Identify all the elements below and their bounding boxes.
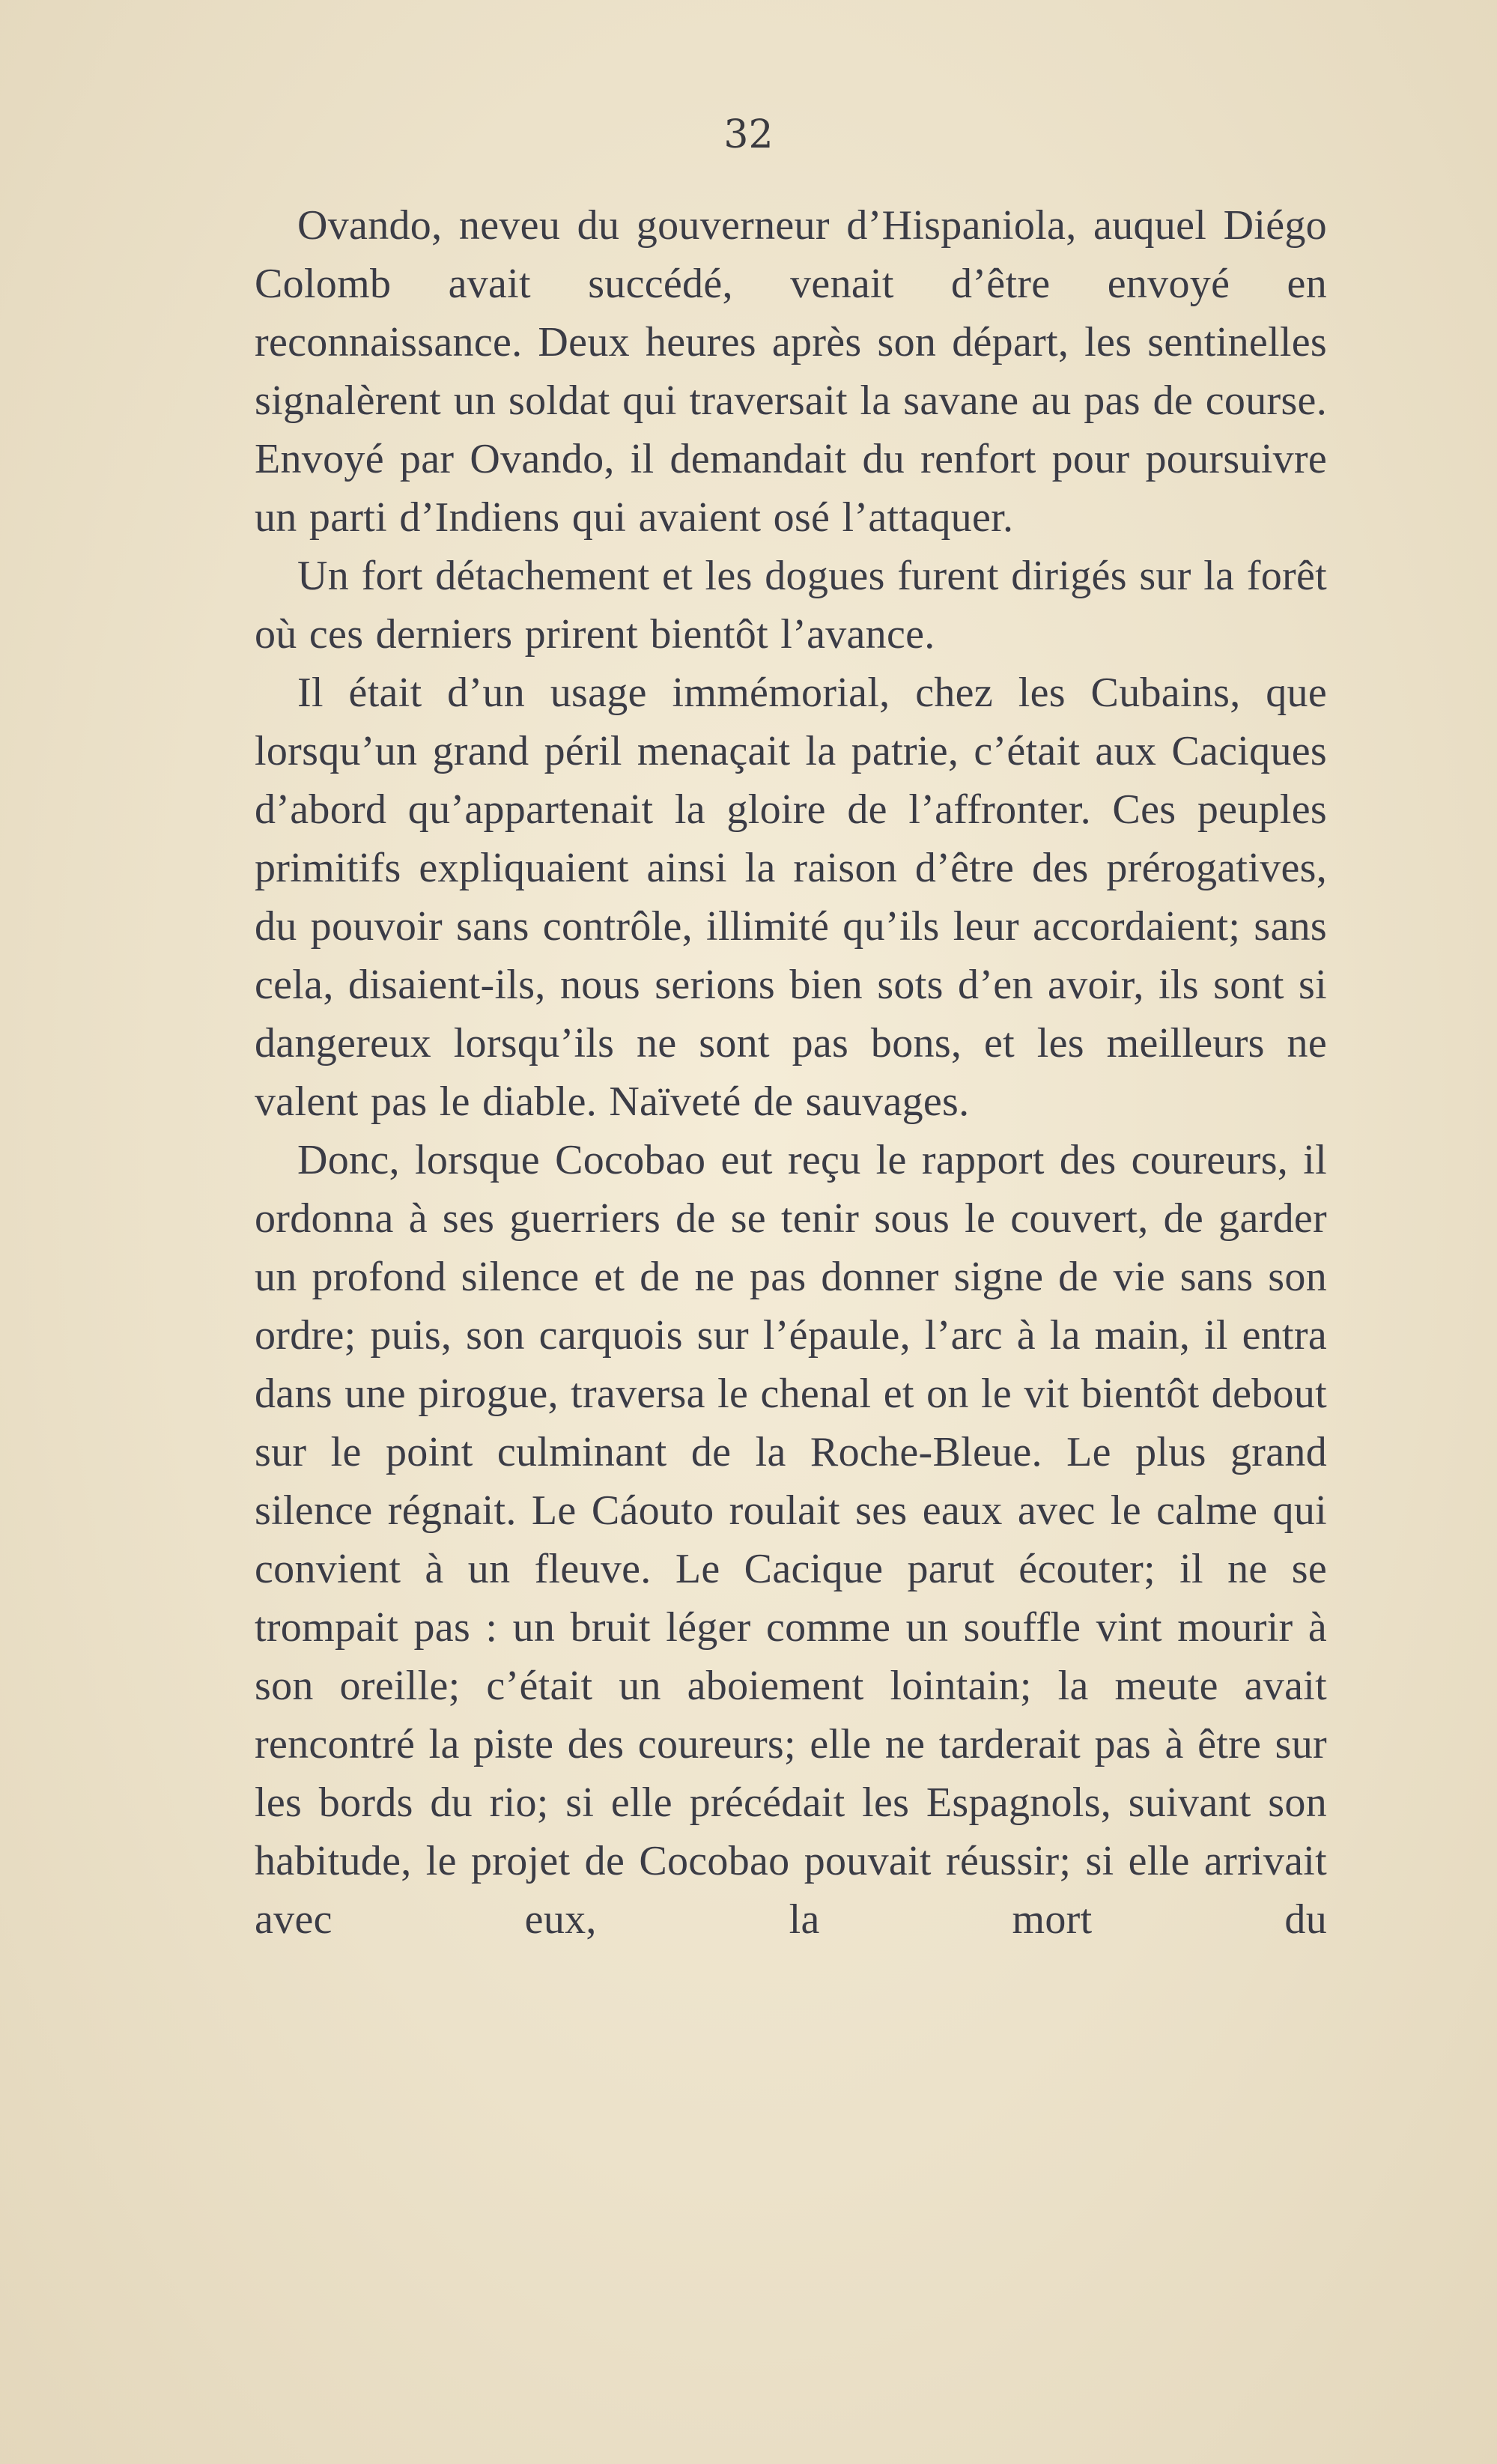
page-number: 32 <box>723 112 774 157</box>
paragraph-ovando-reconnaissance: Ovando, neveu du gouverneur d’Hispaniola, auquel Diégo Colomb avait succédé, venait d’être envoyé en reconnaissance. Deux heures après son départ, les sentinelles signalèrent un soldat qui traversait la savane au pas de course. Envoyé par Ovando, il demandait du renfort pour poursuivre un parti d’Indiens qui avaient osé l’attaquer. <box>255 202 1327 541</box>
paragraph-cocobao-roche-bleue: Donc, lorsque Cocobao eut reçu le rapport des coureurs, il ordonna à ses guerriers de se tenir sous le couvert, de garder un profond silence et de ne pas donner signe de vie sans son ordre; puis, son carquois sur l’épaule, l’arc à la main, il entra dans une pirogue, traversa le chenal et on le vit bientôt debout sur le point culminant de la Roche-Bleue. Le plus grand silence régnait. Le Cáouto roulait ses eaux avec le calme qui convient à un fleuve. Le Cacique parut écouter; il ne se trompait pas : un bruit léger comme un souffle vint mourir à son oreille; c’était un aboiement lointain; la meute avait rencontré la piste des coureurs; elle ne tarderait pas à être sur les bords du rio; si elle précédait les Espagnols, suivant son habitude, le projet de Cocobao pouvait réussir; si elle arrivait avec eux, la mort du <box>255 1137 1327 1943</box>
paragraph-caciques-custom: Il était d’un usage immémorial, chez les Cubains, que lorsqu’un grand péril menaçait la patrie, c’était aux Caciques d’abord qu’appartenait la gloire de l’affronter. Ces peuples primitifs expliquaient ainsi la raison d’être des prérogatives, du pouvoir sans contrôle, illimité qu’ils leur accordaient; sans cela, disaient-ils, nous serions bien sots d’en avoir, ils sont si dangereux lorsqu’ils ne sont pas bons, et les meilleurs ne valent pas le diable. Naïveté de sauvages. <box>255 670 1327 1125</box>
body-text <box>255 196 1327 1949</box>
paragraph-detachment-dogs: Un fort détachement et les dogues furent dirigés sur la forêt où ces derniers prirent bientôt l’avance. <box>255 553 1327 658</box>
